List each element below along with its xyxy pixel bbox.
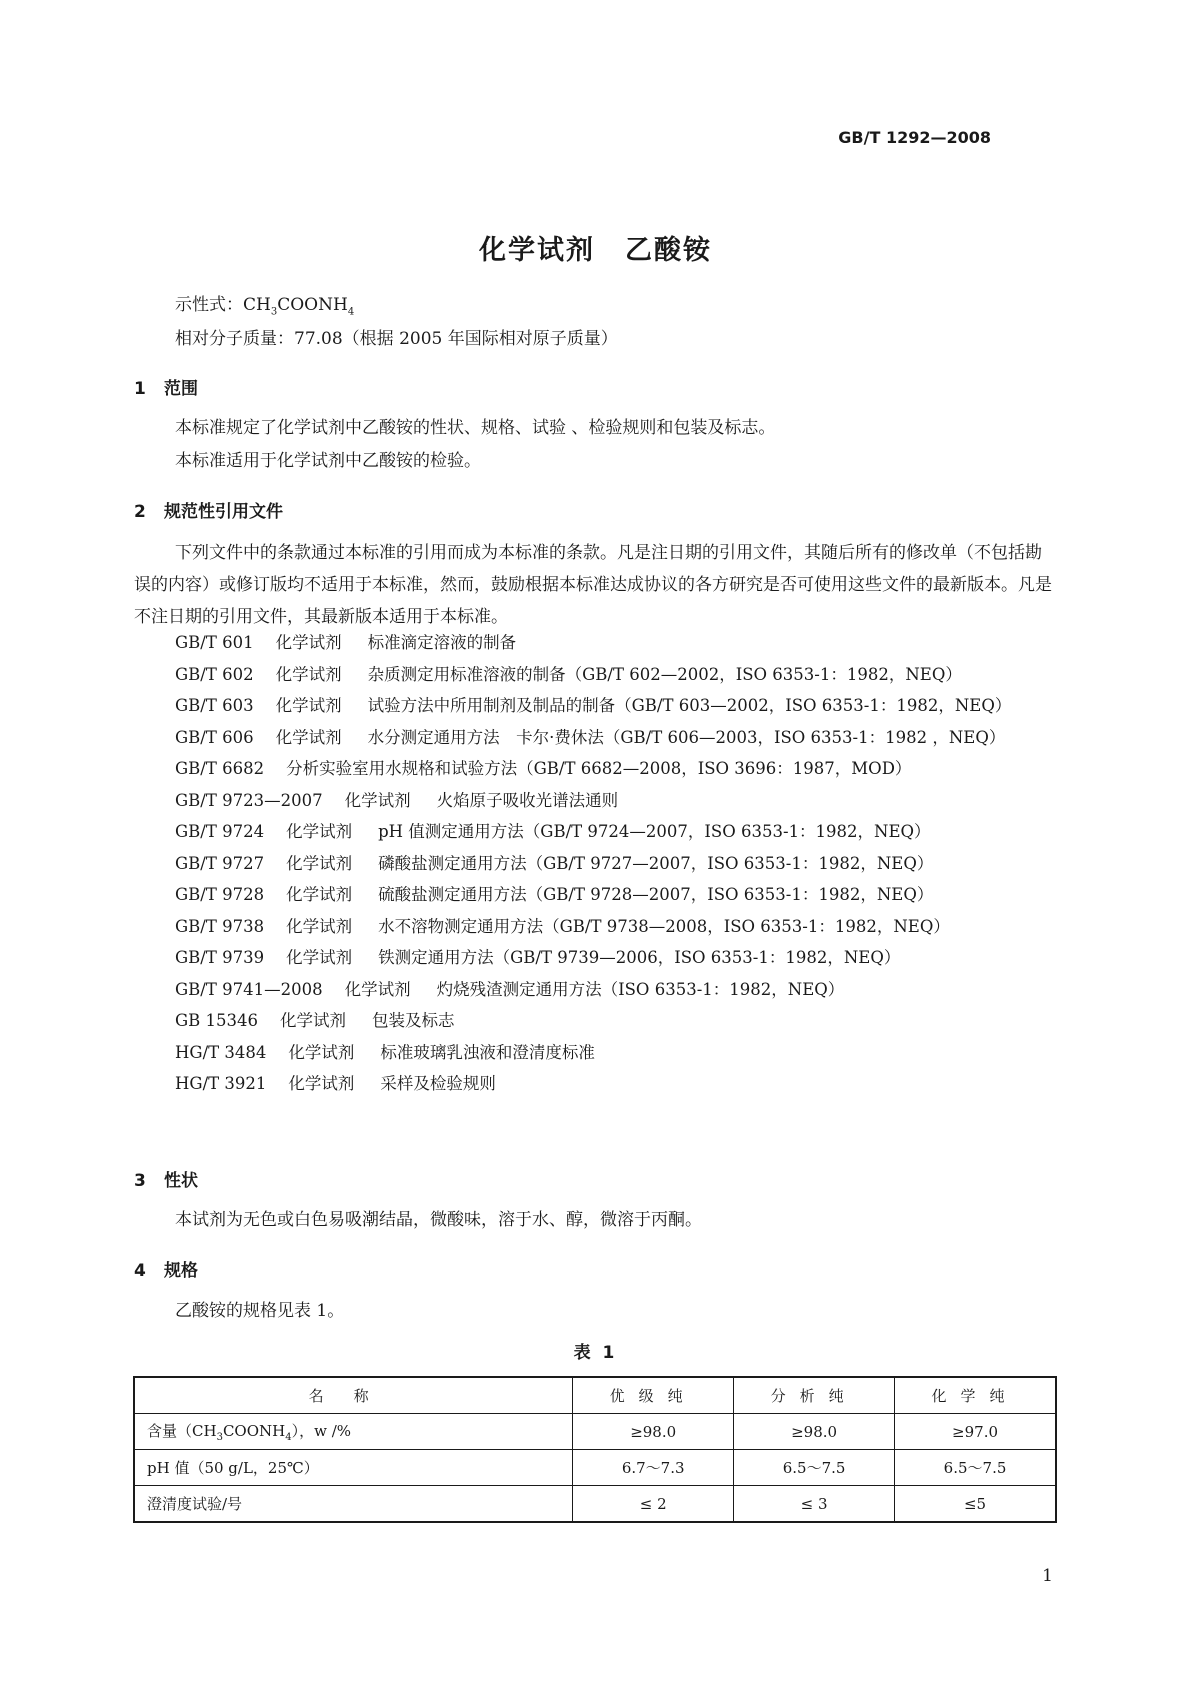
table-cell: ≥97.0 — [895, 1414, 1056, 1450]
reference-code: GB/T 9741—2008 — [175, 979, 323, 999]
reference-code: HG/T 3484 — [175, 1042, 267, 1062]
table-header-row — [134, 1377, 1056, 1414]
table-caption: 表 1 — [573, 1343, 618, 1363]
reference-category: 化学试剂 — [275, 727, 342, 747]
table-cell: 6.5～7.5 — [895, 1450, 1056, 1486]
formula-text: $CH_3COONH_4$ — [243, 295, 355, 318]
reference-item — [175, 690, 1011, 722]
reference-item — [175, 1037, 1011, 1069]
table-header-cell: 化学纯 — [895, 1377, 1056, 1414]
table-cell: ≥98.0 — [734, 1414, 895, 1450]
reference-item — [175, 974, 1011, 1006]
reference-title: 水不溶物测定通用方法（GB/T 9738—2008，ISO 6353-1：1982，NEQ） — [378, 916, 950, 936]
section-number: 1 — [134, 379, 146, 399]
reference-category: 化学试剂 — [286, 885, 353, 904]
table-header-cell: 优级纯 — [573, 1377, 734, 1414]
reference-code: GB/T 606 — [175, 727, 254, 747]
paragraph: 下列文件中的条款通过本标准的引用而成为本标准的条款。凡是注日期的引用文件，其随后所有的修改单（不包括勘误的内容）或修订版均不适用于本标准，然而，鼓励根据本标准达成协议的各方研究是否可使用这些文件的最新版本。凡是不注日期的引用文件，其最新版本适用于本标准。 — [134, 543, 1052, 627]
table-cell: ≤ 2 — [573, 1486, 734, 1523]
reference-code: HG/T 3921 — [175, 1074, 267, 1093]
reference-title: 标准玻璃乳浊液和澄清度标准 — [380, 1042, 595, 1062]
section-number: 4 — [134, 1261, 146, 1281]
specification-table — [133, 1376, 1057, 1523]
molecular-mass: 相对分子质量：77.08（根据 2005 年国际相对原子质量） — [175, 329, 618, 349]
reference-item — [175, 627, 1011, 659]
section-title: 性状 — [164, 1171, 198, 1191]
reference-code: GB/T 9723—2007 — [175, 790, 323, 810]
reference-item — [175, 785, 1011, 817]
reference-category: 化学试剂 — [280, 1011, 347, 1030]
page-number: 1 — [1042, 1566, 1053, 1586]
reference-category: 化学试剂 — [344, 790, 411, 810]
section-title: 规格 — [164, 1261, 198, 1281]
table-header-cell: 名称 — [134, 1377, 573, 1414]
section-title: 规范性引用文件 — [164, 502, 283, 522]
reference-title: 试验方法中所用制剂及制品的制备（GB/T 603—2002，ISO 6353-1：1982，NEQ） — [367, 696, 1012, 715]
reference-title: 硫酸盐测定通用方法（GB/T 9728—2007，ISO 6353-1：1982，NEQ） — [378, 885, 934, 904]
reference-code: GB/T 9727 — [175, 853, 265, 873]
reference-category: 化学试剂 — [286, 822, 353, 841]
reference-item — [175, 753, 1011, 785]
reference-code: GB/T 9728 — [175, 885, 265, 904]
table-row — [134, 1486, 1056, 1523]
section-2-heading — [134, 497, 283, 522]
reference-title: 标准滴定溶液的制备 — [367, 633, 517, 652]
table-cell: 6.7～7.3 — [573, 1450, 734, 1486]
table-cell: 6.5～7.5 — [734, 1450, 895, 1486]
section-1-heading — [134, 374, 198, 399]
reference-title: 杂质测定用标准溶液的制备（GB/T 602—2002，ISO 6353-1：1982，NEQ） — [367, 664, 962, 684]
reference-code: GB/T 601 — [175, 633, 254, 652]
reference-code: GB/T 602 — [175, 664, 254, 684]
section-number: 2 — [134, 502, 146, 522]
table-cell: 含量$(CH_3COONH_4)$，w /% — [134, 1414, 573, 1450]
paragraph: 本标准规定了化学试剂中乙酸铵的性状、规格、试验 、检验规则和包装及标志。 — [175, 418, 776, 438]
document-title — [0, 228, 1191, 267]
reference-category: 化学试剂 — [286, 853, 353, 873]
reference-title: 火焰原子吸收光谱法通则 — [436, 790, 619, 810]
reference-title: 采样及检验规则 — [380, 1074, 496, 1093]
table-cell: pH 值（50 g/L，25℃） — [134, 1450, 573, 1486]
reference-category: 化学试剂 — [275, 633, 342, 652]
table-row — [134, 1414, 1056, 1450]
reference-code: GB/T 603 — [175, 696, 254, 715]
title-part-2: 乙酸铵 — [625, 235, 712, 266]
reference-code: GB 15346 — [175, 1011, 259, 1030]
paragraph: 乙酸铵的规格见表 1。 — [175, 1301, 345, 1321]
reference-category: 化学试剂 — [275, 664, 342, 684]
reference-title: 水分测定通用方法 卡尔·费休法（GB/T 606—2003，ISO 6353-1：1982 ，NEQ） — [367, 727, 1006, 747]
table-cell: ≤ 3 — [734, 1486, 895, 1523]
reference-category: 化学试剂 — [275, 696, 342, 715]
reference-item — [175, 942, 1011, 974]
reference-list — [175, 627, 1011, 1100]
reference-item — [175, 722, 1011, 754]
reference-code: GB/T 6682 — [175, 759, 265, 778]
reference-item — [175, 816, 1011, 848]
reference-title: 包装及标志 — [372, 1011, 455, 1030]
section-number: 3 — [134, 1171, 146, 1191]
table-cell: 澄清度试验/号 — [134, 1486, 573, 1523]
structural-formula — [175, 295, 354, 322]
reference-code: GB/T 9739 — [175, 948, 265, 967]
reference-item — [175, 1068, 1011, 1100]
reference-category: 化学试剂 — [288, 1042, 355, 1062]
reference-item — [175, 848, 1011, 880]
reference-code: GB/T 9724 — [175, 822, 265, 841]
reference-code: GB/T 9738 — [175, 916, 265, 936]
table-cell: ≥98.0 — [573, 1414, 734, 1450]
reference-item — [175, 1005, 1011, 1037]
paragraph: 本试剂为无色或白色易吸潮结晶，微酸味，溶于水、醇，微溶于丙酮。 — [175, 1210, 702, 1230]
reference-category: 化学试剂 — [288, 1074, 355, 1093]
reference-item — [175, 879, 1011, 911]
section-title: 范围 — [164, 379, 198, 399]
table-header-cell: 分析纯 — [734, 1377, 895, 1414]
section-3-heading — [134, 1166, 198, 1191]
table-row — [134, 1450, 1056, 1486]
standard-number: GB/T 1292—2008 — [838, 128, 991, 147]
reference-item — [175, 911, 1011, 943]
reference-category: 化学试剂 — [344, 979, 411, 999]
reference-title: pH 值测定通用方法（GB/T 9724—2007，ISO 6353-1：1982，NEQ） — [378, 822, 931, 841]
reference-title: 铁测定通用方法（GB/T 9739—2006，ISO 6353-1：1982，NEQ） — [378, 948, 901, 967]
reference-item — [175, 659, 1011, 691]
section-4-heading — [134, 1256, 198, 1281]
reference-title: 分析实验室用水规格和试验方法（GB/T 6682—2008，ISO 3696：1987，MOD） — [286, 759, 912, 778]
table-cell: ≤5 — [895, 1486, 1056, 1523]
reference-category: 化学试剂 — [286, 948, 353, 967]
reference-category: 化学试剂 — [286, 916, 353, 936]
reference-title: 磷酸盐测定通用方法（GB/T 9727—2007，ISO 6353-1：1982，NEQ） — [378, 853, 934, 873]
title-part-1: 化学试剂 — [479, 235, 595, 266]
reference-title: 灼烧残渣测定通用方法（ISO 6353-1：1982，NEQ） — [436, 979, 845, 999]
formula-label: 示性式： — [175, 295, 243, 315]
paragraph: 本标准适用于化学试剂中乙酸铵的检验。 — [175, 451, 481, 471]
